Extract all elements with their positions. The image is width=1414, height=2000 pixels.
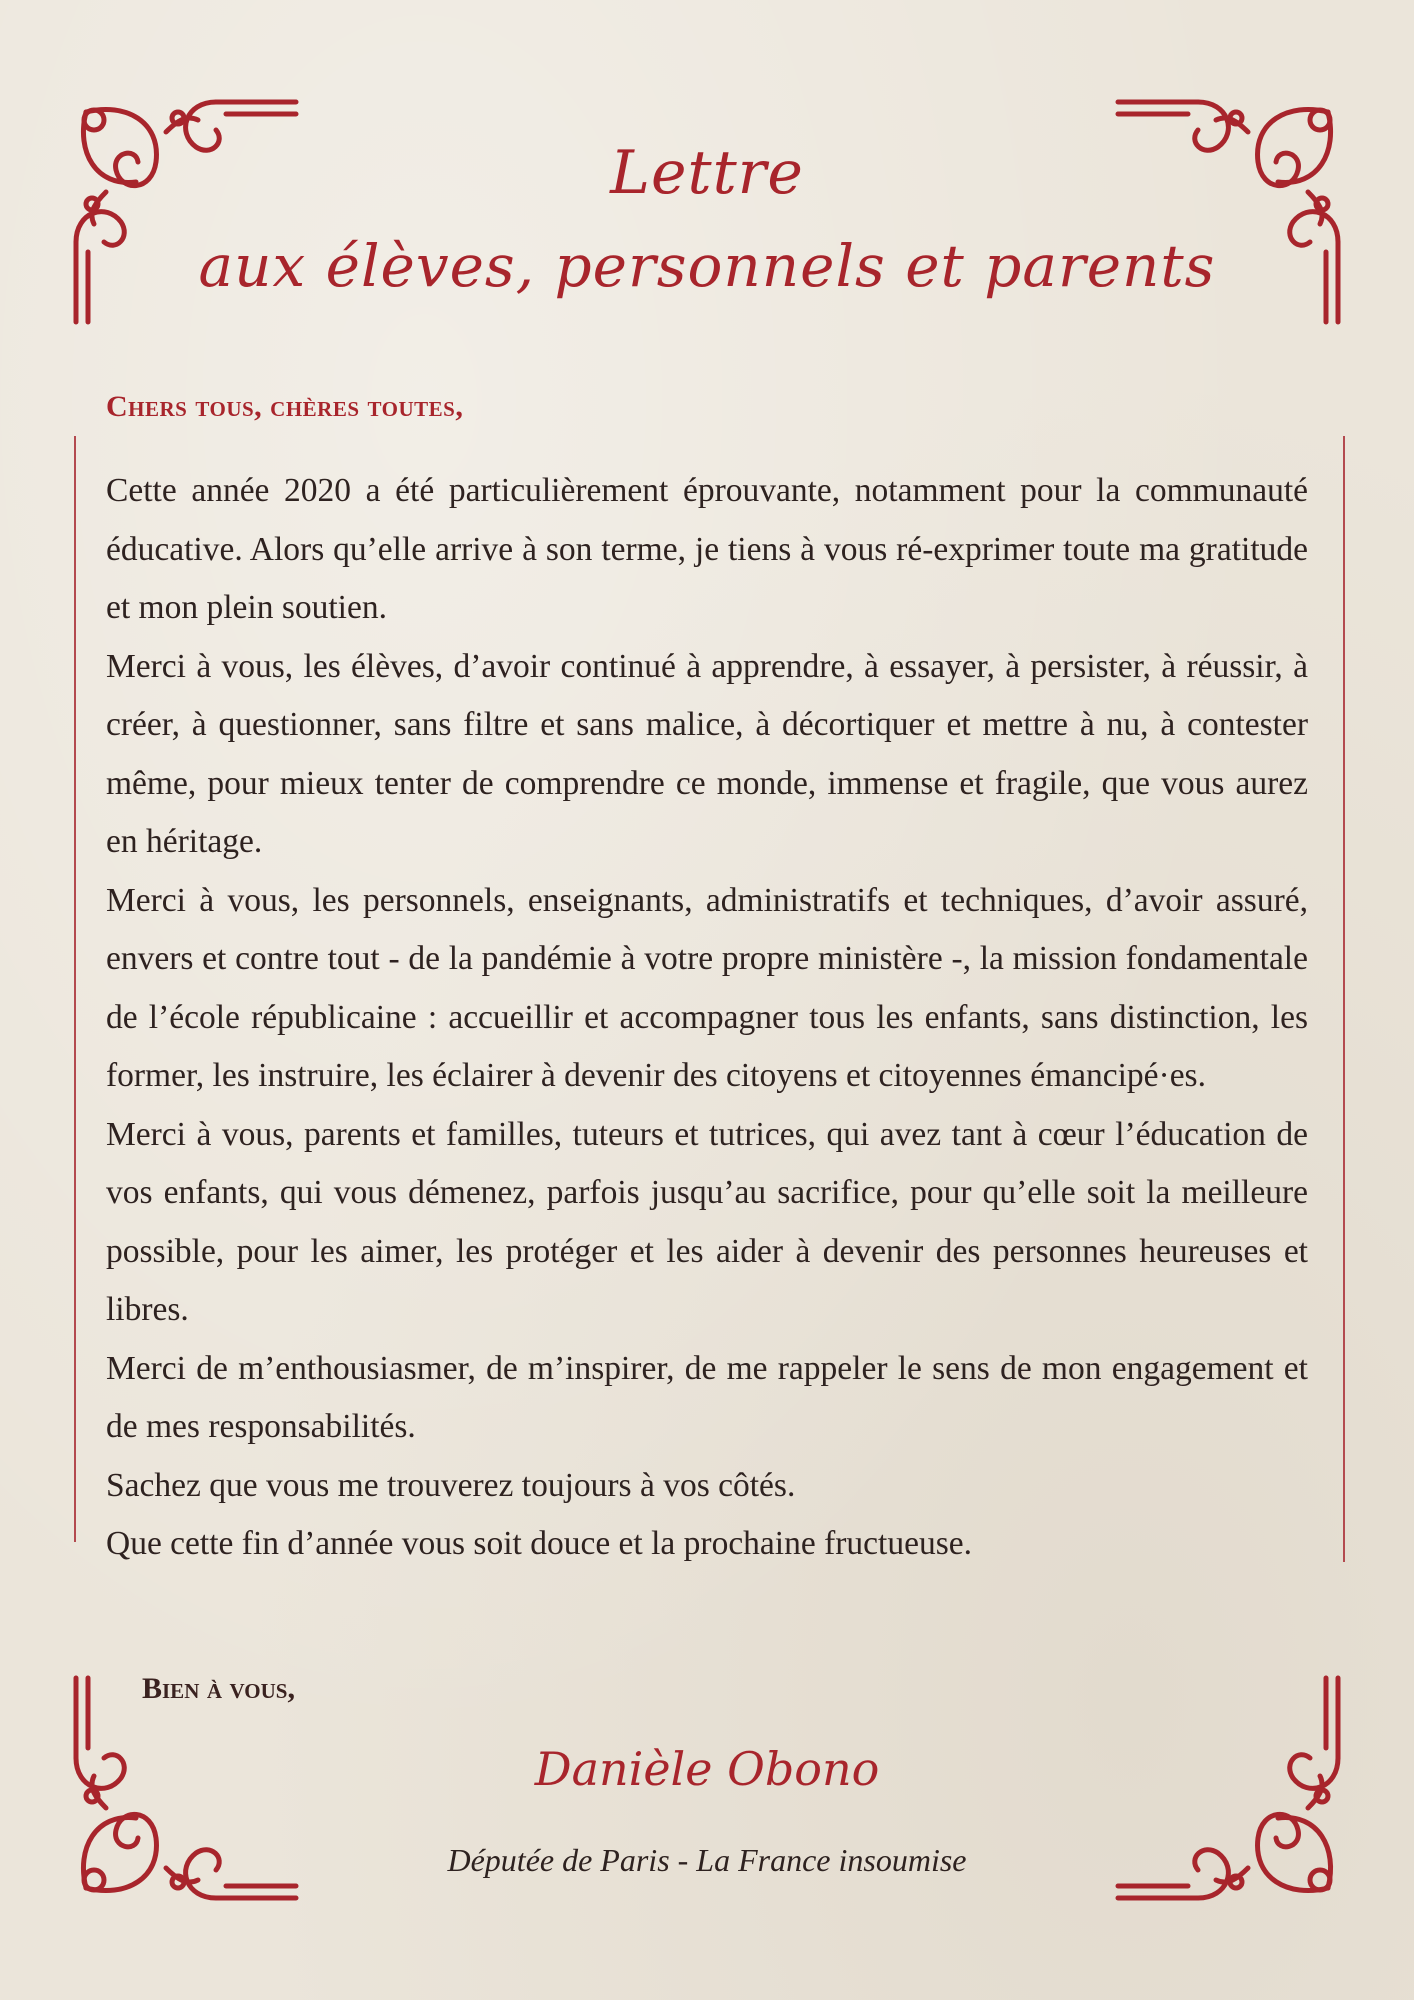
- paragraph: Que cette fin d’année vous soit douce et la prochaine fructueuse.: [106, 1525, 972, 1562]
- right-divider-line: [1343, 436, 1345, 1562]
- paragraph: Merci à vous, les personnels, enseignants, administratifs et techniques, d’avoir assuré, envers et contre tout - de la pandémie à votre propre ministère -, la mission fondamentale de l’école républicaine : accueillir et accompagner tous les enfants, sans distinction, les former, les instruire, les éclairer à devenir des citoyens et citoyennes émancipé·es.: [106, 881, 1308, 1094]
- paragraph: Merci à vous, les élèves, d’avoir continué à apprendre, à essayer, à persister, à réussir, à créer, à questionner, sans filtre et sans malice, à décortiquer et mettre à nu, à contester même, pour mieux tenter de comprendre ce monde, immense et fragile, que vous aurez en héritage.: [106, 647, 1308, 860]
- paragraph: Merci de m’enthousiasmer, de m’inspirer, de me rappeler le sens de mon engagement et de mes responsabilités.: [106, 1349, 1308, 1445]
- paragraph: Sachez que vous me trouverez toujours à vos côtés.: [106, 1466, 796, 1504]
- letter-body: [106, 462, 1308, 1574]
- closing: Bien à vous,: [142, 1672, 295, 1705]
- signature: Danièle Obono: [534, 1742, 880, 1796]
- title-line-2: aux élèves, personnels et parents: [198, 232, 1216, 300]
- paragraph: Cette année 2020 a été particulièrement éprouvante, notamment pour la communauté éducative. Alors qu’elle arrive à son terme, je tiens à vous ré-exprimer toute ma gratitude et mon plein soutien.: [106, 472, 1308, 626]
- salutation: Chers tous, chères toutes,: [106, 390, 464, 423]
- left-divider-line: [74, 436, 76, 1542]
- author-role: Députée de Paris - La France insoumise: [447, 1842, 967, 1878]
- paragraph: Merci à vous, parents et familles, tuteurs et tutrices, qui avez tant à cœur l’éducation de vos enfants, qui vous démenez, parfois jusqu’au sacrifice, pour qu’elle soit la meilleure possible, pour les aimer, les protéger et les aider à devenir des personnes heureuses et libres.: [106, 1115, 1308, 1328]
- title-line-1: Lettre: [610, 138, 804, 208]
